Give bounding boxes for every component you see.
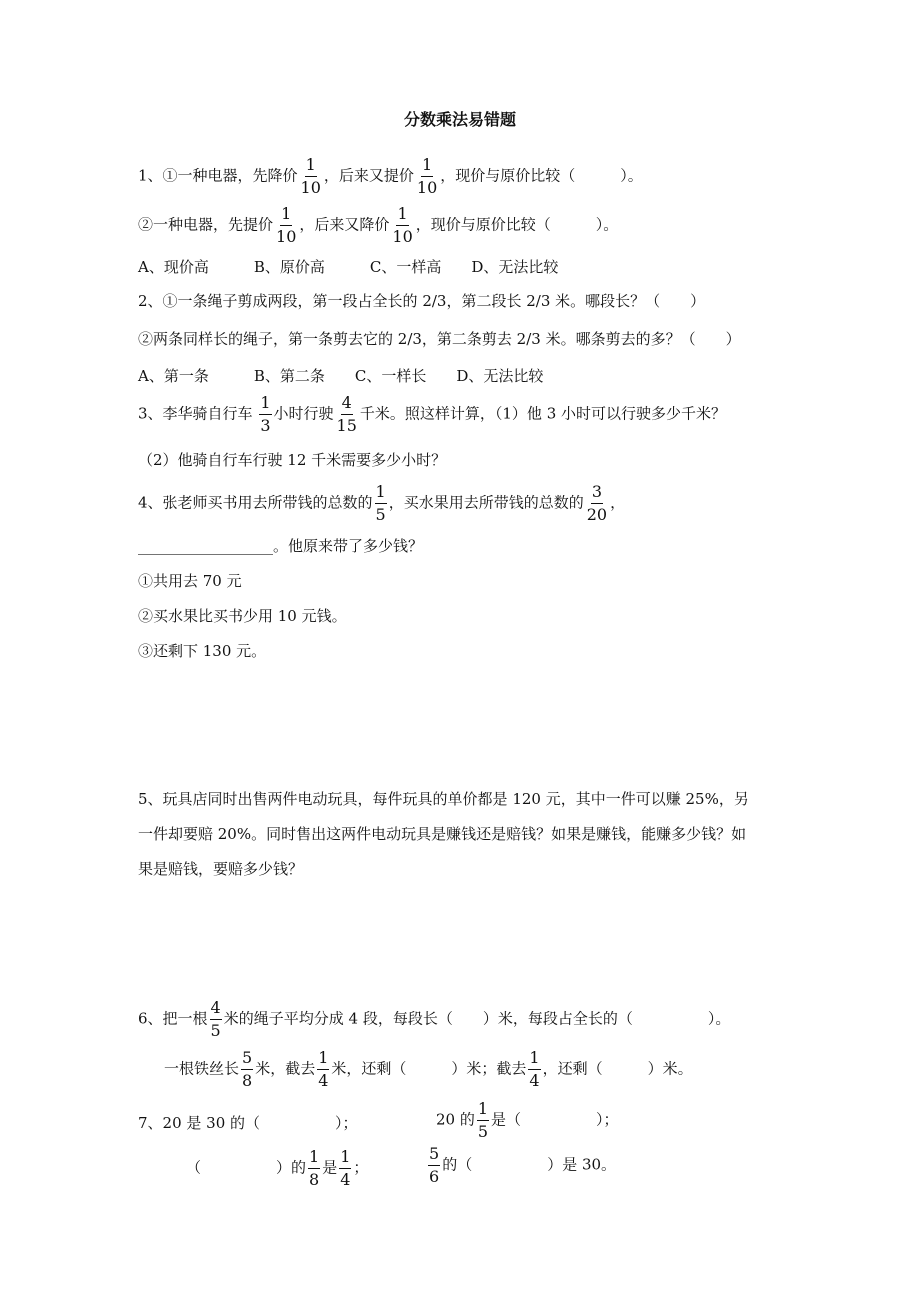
denominator: 3: [260, 416, 271, 435]
q2-line-a: 2、①一条绳子剪成两段，第一段占全长的 2/3，第二段长 2/3 米。哪段长？（ ）: [138, 292, 706, 310]
text: 米的绳子平均分成 4 段，每段长（ ）米，每段占全长的（ ）。: [223, 1009, 731, 1028]
denominator: 5: [210, 1021, 221, 1040]
fraction: [528, 1048, 540, 1091]
text: 是（ ）；: [491, 1110, 619, 1129]
text: ，: [610, 493, 626, 512]
q7-line-a1: 7、20 是 30 的（ ）；: [138, 1114, 358, 1132]
fraction: [428, 1144, 440, 1187]
q1-line-a: [138, 155, 643, 198]
text: ，现价与原价比较（ ）。: [440, 166, 643, 185]
text: ，还剩（ ）米。: [542, 1059, 693, 1078]
fraction: [317, 1048, 329, 1091]
q2-line-b: ②两条同样长的绳子，第一条剪去它的 2/3，第二条剪去 2/3 米。哪条剪去的多？（ ）: [138, 330, 741, 348]
numerator: 1: [305, 155, 317, 177]
text: 1、①一种电器，先降价: [138, 166, 298, 185]
fraction: [241, 1048, 253, 1091]
fraction: [336, 393, 358, 436]
numerator: 5: [428, 1144, 440, 1166]
text: 4、张老师买书用去所带钱的总数的: [138, 493, 373, 512]
q2-options: A、第一条 B、第二条 C、一样长 D、无法比较: [138, 367, 544, 385]
q4-line-2: __________________。他原来带了多少钱？: [138, 537, 424, 555]
q6-line-b: [164, 1048, 693, 1091]
text: ②一种电器，先提价: [138, 215, 274, 234]
text: （ ）的: [186, 1158, 307, 1177]
text: 米，截去: [255, 1059, 316, 1078]
q5-line-1: 5、玩具店同时出售两件电动玩具，每件玩具的单价都是 120 元，其中一件可以赚 25%，另: [138, 790, 749, 808]
denominator: 10: [392, 227, 413, 246]
denominator: 8: [309, 1170, 320, 1189]
numerator: 1: [308, 1147, 320, 1169]
text: 千米。照这样计算，（1）他 3 小时可以行驶多少千米？: [359, 404, 727, 423]
q4-option-1: ①共用去 70 元: [138, 572, 242, 590]
fraction: [477, 1099, 489, 1142]
q4-line-1: [138, 482, 625, 525]
numerator: 1: [528, 1048, 540, 1070]
numerator: 3: [591, 482, 603, 504]
fraction: [586, 482, 608, 525]
q7-line-a2: [436, 1099, 619, 1142]
numerator: 1: [280, 204, 292, 226]
q3-line-2: （2）他骑自行车行驶 12 千米需要多少小时？: [138, 451, 447, 469]
q5-line-3: 果是赔钱，要赔多少钱？: [138, 860, 304, 878]
fraction: [259, 393, 271, 436]
text: 6、把一根: [138, 1009, 208, 1028]
numerator: 1: [259, 393, 271, 415]
text: 的（ ）是 30。: [442, 1155, 617, 1174]
numerator: 1: [477, 1099, 489, 1121]
text: ，现价与原价比较（ ）。: [415, 215, 619, 234]
q1-line-b: [138, 204, 618, 247]
denominator: 4: [529, 1071, 540, 1090]
fraction: [275, 204, 297, 247]
fraction: [339, 1147, 351, 1190]
q1-options: A、现价高 B、原价高 C、一样高 D、无法比较: [138, 258, 559, 276]
text: 是: [322, 1158, 338, 1177]
q4-option-3: ③还剩下 130 元。: [138, 642, 267, 660]
denominator: 4: [318, 1071, 329, 1090]
numerator: 5: [241, 1048, 253, 1070]
q6-line-a: [138, 998, 730, 1041]
q7-line-b2: [426, 1144, 616, 1187]
page-title: 分数乘法易错题: [403, 110, 516, 129]
fraction: [375, 482, 387, 525]
q5-line-2: 一件却要赔 20%。同时售出这两件电动玩具是赚钱还是赔钱？如果是赚钱，能赚多少钱？如: [138, 825, 747, 843]
fraction: [416, 155, 438, 198]
numerator: 4: [341, 393, 353, 415]
fraction: [391, 204, 413, 247]
numerator: 4: [210, 998, 222, 1020]
q7-line-b1: [186, 1147, 368, 1190]
denominator: 10: [276, 227, 297, 246]
text: 米，还剩（ ）米；截去: [331, 1059, 527, 1078]
fraction: [210, 998, 222, 1041]
text: 20 的: [436, 1110, 475, 1129]
numerator: 1: [317, 1048, 329, 1070]
numerator: 1: [339, 1147, 351, 1169]
text: 小时行驶: [273, 404, 334, 423]
q4-option-2: ②买水果比买书少用 10 元钱。: [138, 607, 347, 625]
text: ；: [353, 1158, 369, 1177]
text: ，后来又提价: [323, 166, 414, 185]
denominator: 5: [477, 1122, 489, 1141]
denominator: 6: [429, 1167, 440, 1186]
text: 一根铁丝长: [164, 1059, 240, 1078]
numerator: 1: [375, 482, 387, 504]
fraction: [300, 155, 322, 198]
text: 3、李华骑自行车: [138, 404, 258, 423]
numerator: 1: [396, 204, 408, 226]
denominator: 15: [336, 416, 357, 435]
denominator: 10: [300, 178, 321, 197]
denominator: 4: [340, 1170, 351, 1189]
denominator: 5: [375, 505, 386, 524]
numerator: 1: [421, 155, 433, 177]
denominator: 8: [242, 1071, 253, 1090]
text: ，后来又降价: [299, 215, 390, 234]
denominator: 20: [586, 505, 608, 524]
fraction: [308, 1147, 320, 1190]
denominator: 10: [416, 178, 438, 197]
text: ，买水果用去所带钱的总数的: [388, 493, 584, 512]
q3-line-1: [138, 393, 726, 436]
